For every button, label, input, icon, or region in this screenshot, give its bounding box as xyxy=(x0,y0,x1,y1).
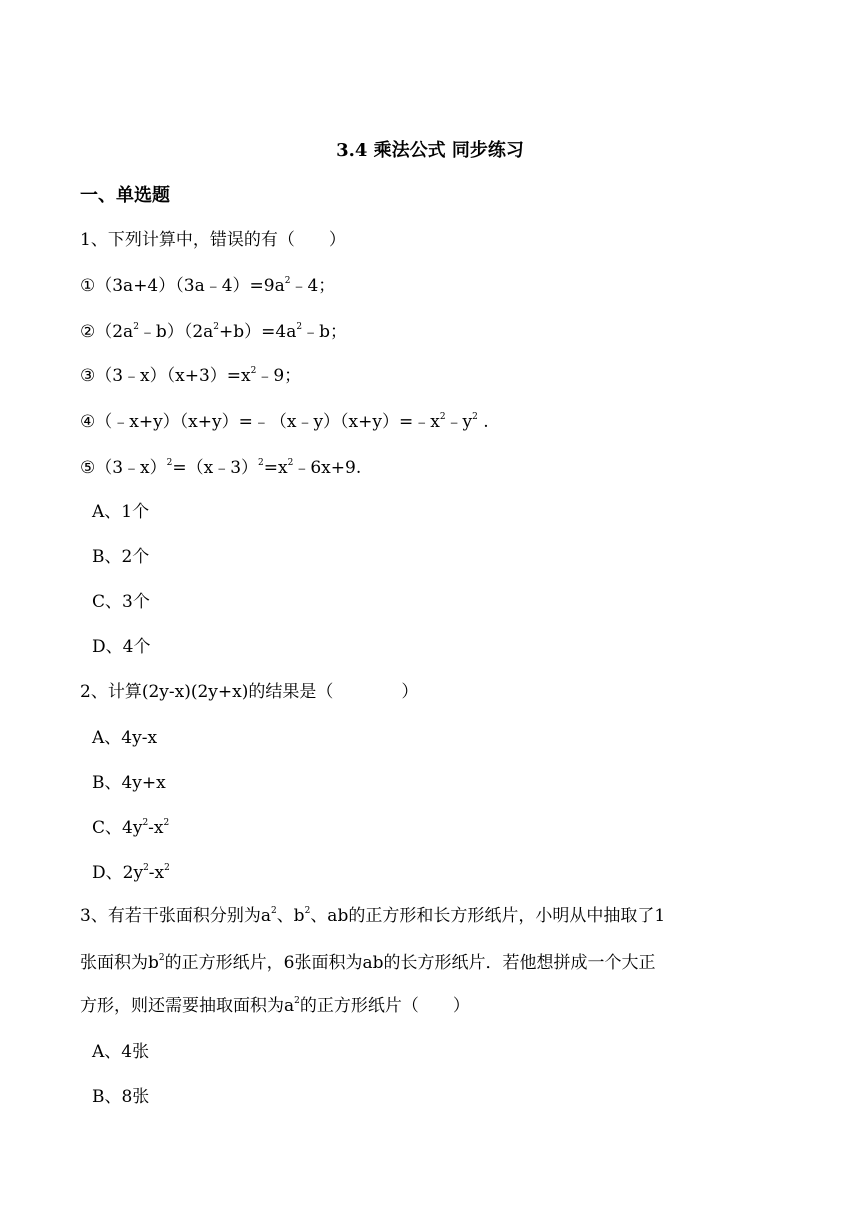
section-heading: 一、单选题 xyxy=(80,185,170,206)
question-1-option-b: B、2个 xyxy=(92,547,150,567)
question-2-option-b: B、4y+x xyxy=(92,773,166,793)
question-1-stem: 1、下列计算中，错误的有（ ） xyxy=(80,230,346,250)
question-3-option-b: B、8张 xyxy=(92,1087,150,1107)
question-3-stem-line-3: 方形，则还需要抽取面积为$a^2$的正方形纸片（ ） xyxy=(80,996,470,1016)
question-1-option-c: C、3个 xyxy=(92,592,150,612)
question-2-option-a: A、4y-x xyxy=(92,728,158,748)
question-1-item-1: $①(3a+4)(3a﹣4)=9a^2﹣4$； xyxy=(80,276,336,296)
question-1-option-a: A、1个 xyxy=(92,502,150,522)
question-1-item-5: $⑤(3﹣x)^2=(x﹣3)^2=x^2﹣6x+9$. xyxy=(80,458,362,478)
question-1-item-3: $③(3﹣x)(x+3)=x^2﹣9$； xyxy=(80,366,302,386)
question-2-stem: 2、计算(2y-x)(2y+x)的结果是（ ） xyxy=(80,682,419,702)
question-3-stem-line-1: 3、有若干张面积分别为$a^2$、$b^2$、ab的正方形和长方形纸片，小明从中抽取了1 xyxy=(80,906,666,926)
question-3-option-a: A、4张 xyxy=(92,1042,150,1062)
question-2-option-d: D、$2y^2-x^2$ xyxy=(92,863,170,883)
question-1-item-4: $④(﹣x+y)(x+y)=﹣(x﹣y)(x+y)=﹣x^2﹣y^2$ . xyxy=(80,412,489,432)
document-title: 3.4 乘法公式 同步练习 xyxy=(336,140,524,161)
question-1-item-2: $②(2a^2﹣b)(2a^2+b)=4a^2﹣b$； xyxy=(80,322,347,342)
question-3-stem-line-2: 张面积为$b^2$的正方形纸片，6张面积为ab的长方形纸片．若他想拼成一个大正 xyxy=(80,953,656,973)
question-2-option-c: C、$4y^2-x^2$ xyxy=(92,818,170,838)
question-1-option-d: D、4个 xyxy=(92,637,151,657)
